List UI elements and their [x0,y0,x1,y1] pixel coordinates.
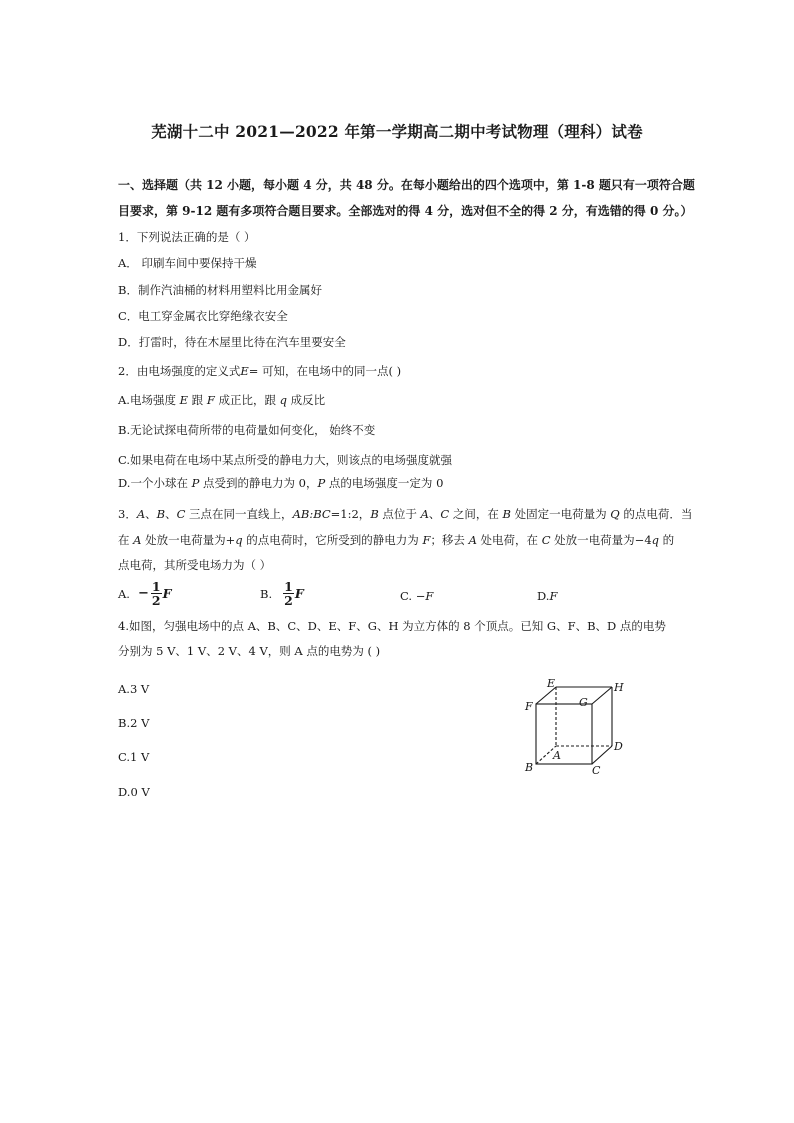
q4-stem-line2: 分别为 5 V、1 V、2 V、4 V，则 A 点的电势为 ( ) [118,644,381,658]
section1-instructions-line2: 目要求，第 9-12 题有多项符合题目要求。全部选对的得 4 分，选对但不全的得 2 分，有选错的得 0 分。） [118,204,693,218]
cube-front-face [536,704,592,764]
q1-option-a: A． 印刷车间中要保持干燥 [118,256,257,270]
q2-option-a: A.电场强度 E 跟 F 成正比，跟 q 成反比 [118,393,326,407]
q4-option-b: B.2 V [118,716,150,730]
q1-option-d: D．打雷时，待在木屋里比待在汽车里要安全 [118,335,346,349]
q4-option-c: C.1 V [118,750,150,764]
cube-diagram [515,675,635,785]
q2-option-d: D.一个小球在 P 点受到的静电力为 0，P 点的电场强度一定为 0 [118,476,444,490]
q1-option-b: B．制作汽油桶的材料用塑料比用金属好 [118,283,322,297]
q3-option-a: A. − $\frac{1}{2}$ F [118,579,172,609]
q4-option-d: D.0 V [118,785,150,799]
q2-stem: 2．由电场强度的定义式E= 可知，在电场中的同一点( ) [118,364,402,378]
q3-option-d: D. F [537,589,558,603]
cube-edge [592,687,612,704]
vertex-label-b: B [525,761,534,774]
q4-option-a: A.3 V [118,682,150,696]
q3-option-b: B. $\frac{1}{2}$ F [260,579,304,609]
q3-stem-line2: 在 A 处放一电荷量为+q 的点电荷时，它所受到的静电力为 F；移去 A 处电荷，在 C 处放一电荷量为−4q 的 [118,533,675,547]
cube-edge [592,746,612,764]
vertex-label-g: G [579,696,588,709]
q4-stem-line1: 4.如图，匀强电场中的点 A、B、C、D、E、F、G、H 为立方体的 8 个顶点。已知 G、F、B、D 点的电势 [118,619,666,633]
q1-option-c: C．电工穿金属衣比穿绝缘衣安全 [118,309,288,323]
vertex-label-f: F [525,700,533,713]
vertex-label-c: C [592,764,601,777]
vertex-label-e: E [547,677,556,690]
q1-stem: 1．下列说法正确的是（ ） [118,230,256,244]
q2-option-b: B.无论试探电荷所带的电荷量如何变化， 始终不变 [118,423,376,437]
q2-option-c: C.如果电荷在电场中某点所受的静电力大，则该点的电场强度就强 [118,453,453,467]
vertex-label-d: D [614,740,623,753]
q3-stem-line1: 3．A、B、C 三点在同一直线上，AB:BC=1:2，B 点位于 A、C 之间，在 B 处固定一电荷量为 Q 的点电荷．当 [118,507,693,521]
section1-instructions-line1: 一、选择题（共 12 小题，每小题 4 分，共 48 分。在每小题给出的四个选项中，第 1-8 题只有一项符合题 [118,178,695,192]
vertex-label-h: H [614,681,624,694]
q3-stem-line3: 点电荷，其所受电场力为（ ） [118,558,272,572]
q3-option-c: C. − F [400,589,434,603]
vertex-label-a: A [553,749,561,762]
page-title: 芜湖十二中 2021—2022 年第一学期高二期中考试物理（理科）试卷 [151,122,643,141]
